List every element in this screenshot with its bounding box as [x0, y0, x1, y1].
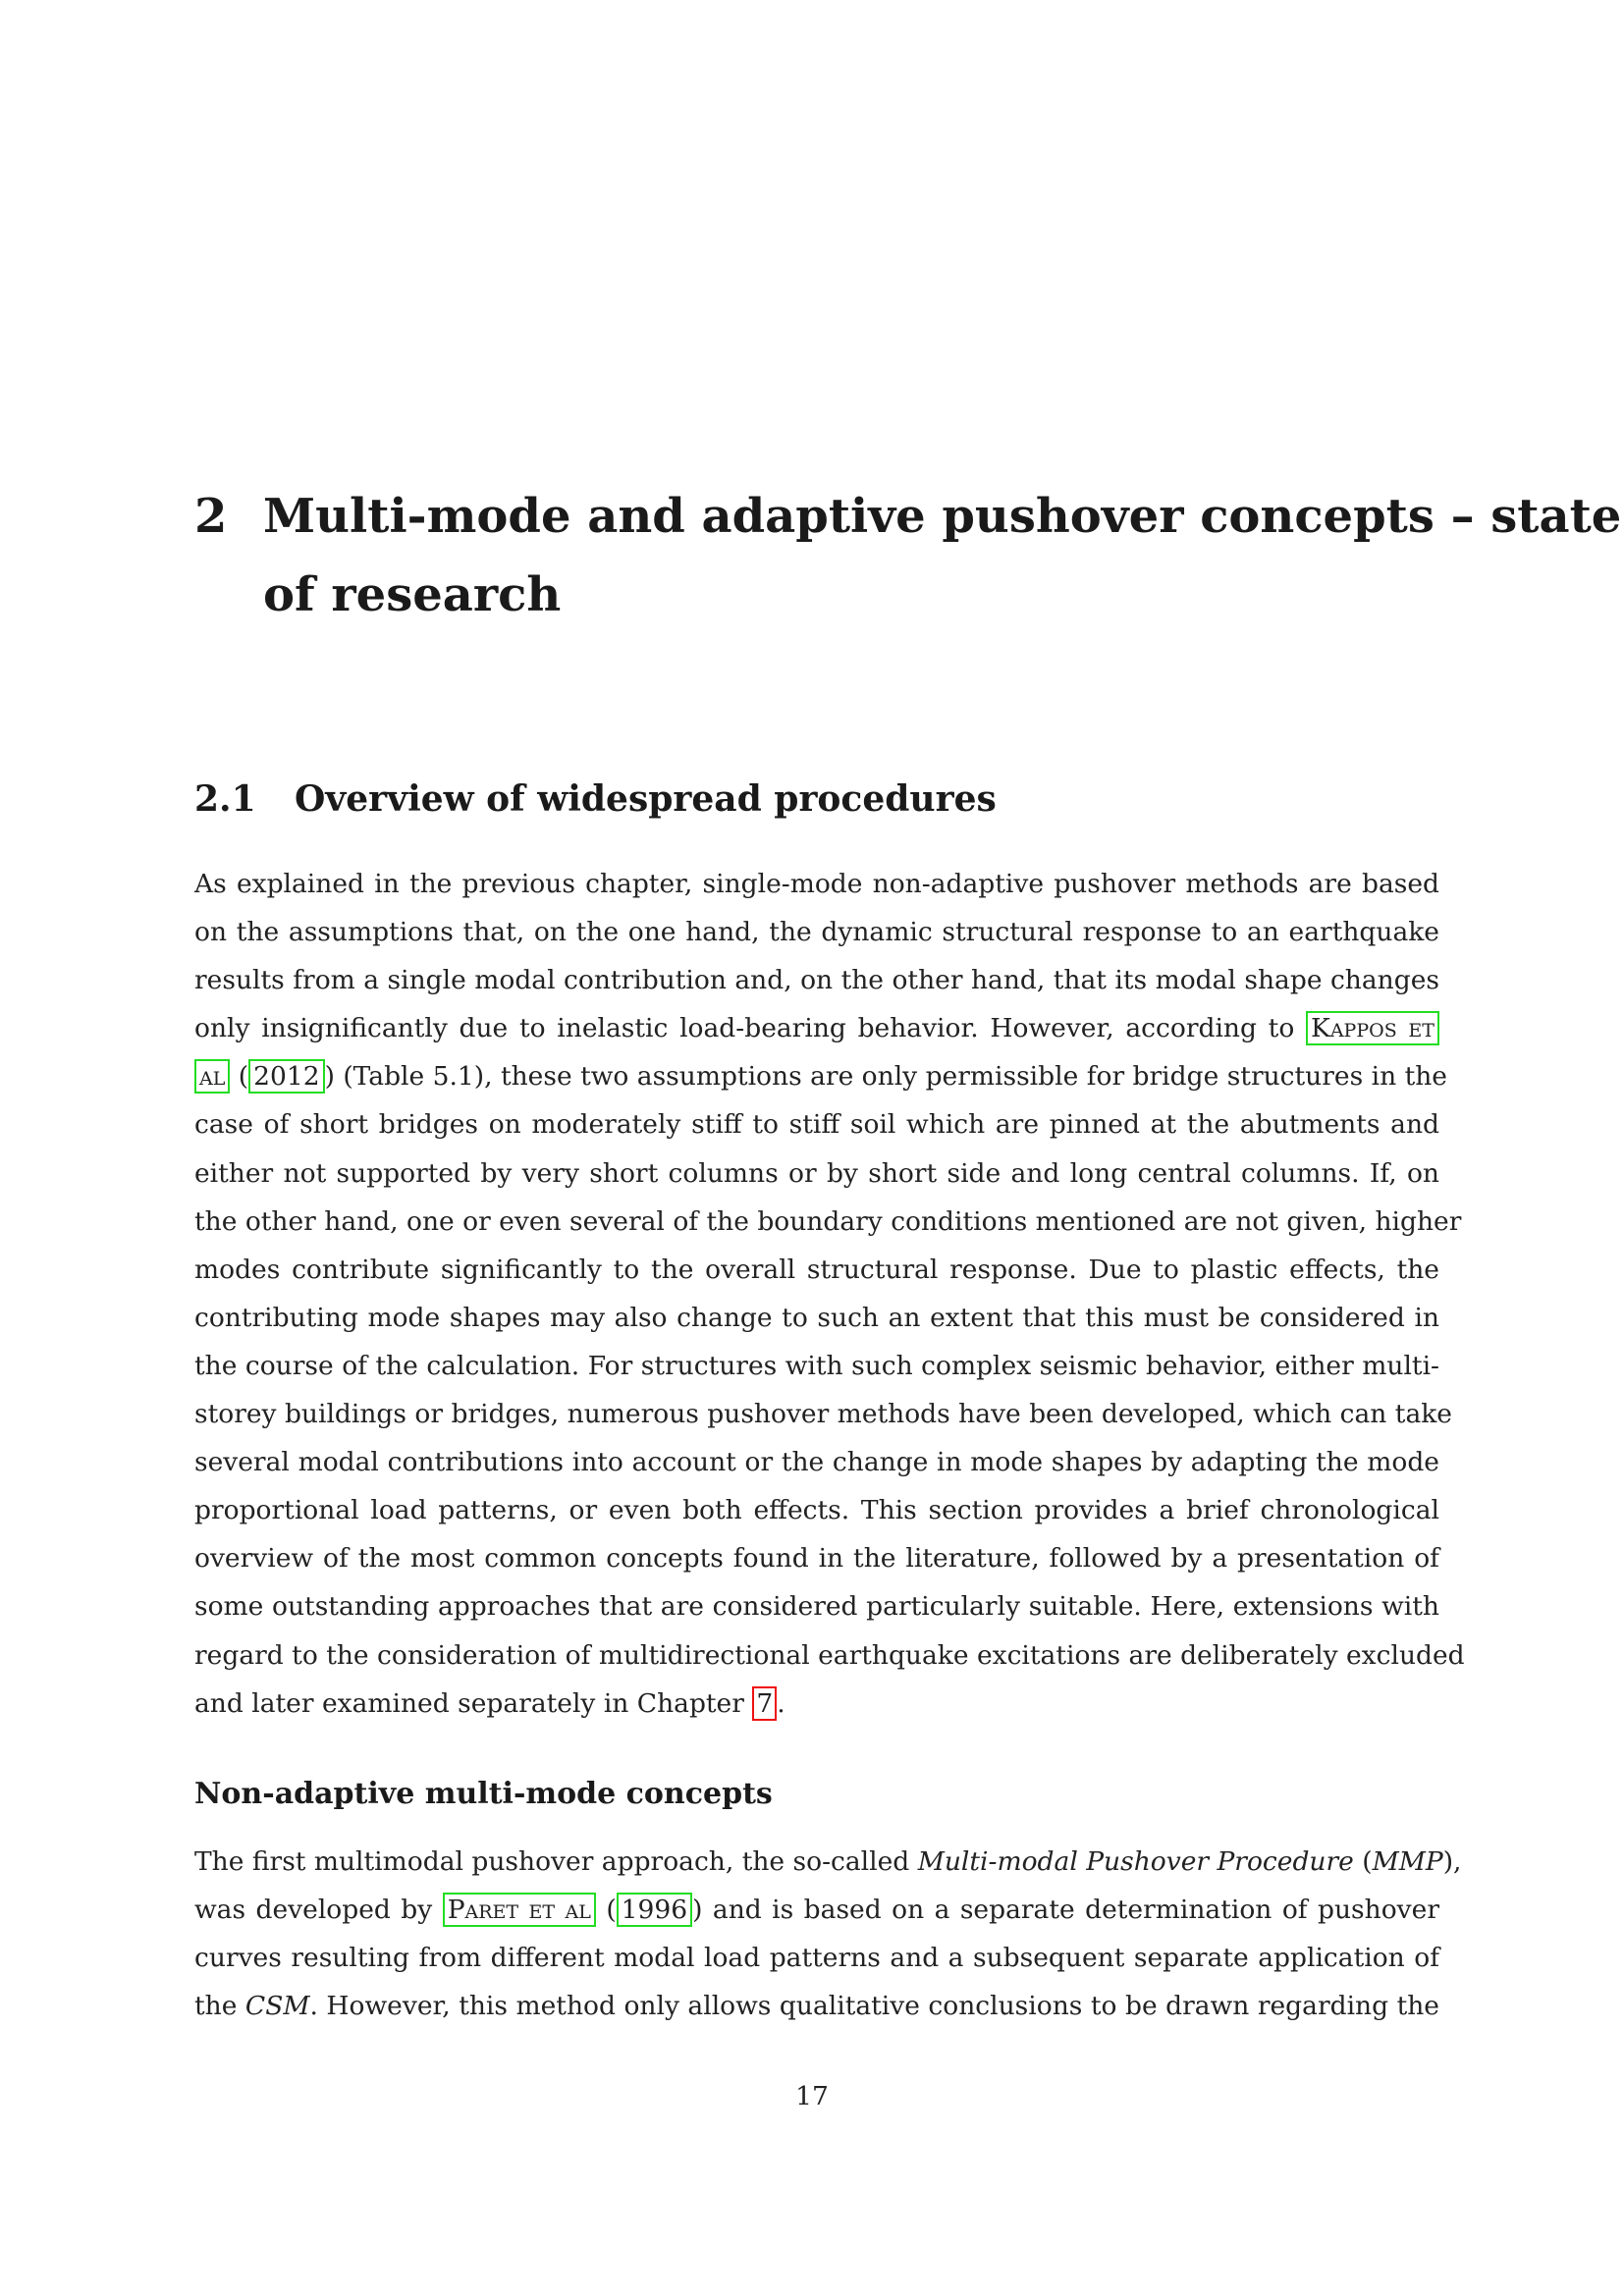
text-line: case of short bridges on moderately stiff to stiff soil which are pinned at the abutments and	[194, 1109, 1439, 1141]
text-line: As explained in the previous chapter, single-mode non-adaptive pushover methods are based	[194, 869, 1439, 899]
text-line: the course of the calculation. For structures with such complex seismic behavior, either multi-	[194, 1350, 1439, 1381]
text-line: storey buildings or bridges, numerous pushover methods have been developed, which can take	[194, 1399, 1452, 1430]
chapter-title-line: Multi-mode and adaptive pushover concepts – state	[263, 489, 1622, 544]
text-line: several modal contributions into account or the change in mode shapes by adapting the mode	[194, 1447, 1439, 1478]
text-line	[194, 1004, 1439, 1052]
text-line	[194, 1680, 1439, 1728]
text-line: contributing mode shapes may also change to such an extent that this must be considered in	[194, 1302, 1439, 1333]
text-line: The first multimodal pushover approach, the so-called Multi-modal Pushover Procedure (MMP),	[194, 1846, 1462, 1877]
text-line: al ( 2012 ) (Table 5.1), these two assumptions are only permissible for bridge structures in the	[194, 1052, 1439, 1100]
text-line: overview of the most common concepts found in the literature, followed by a presentation of	[194, 1543, 1439, 1575]
italic-abbr: CSM	[244, 1991, 310, 2022]
italic-abbr: MMP	[1372, 1846, 1443, 1877]
text-line: was developed by Paret et al ( 1996 ) and is based on a separate determination of pushover	[194, 1895, 1439, 1926]
text-line	[194, 1982, 1439, 2030]
text-segment: (Table 5.1), these two assumptions are only permissible for bridge structures in the	[343, 1061, 1447, 1093]
text-segment: was developed by	[194, 1895, 433, 1926]
text-segment: .	[777, 1687, 785, 1719]
text-line: the other hand, one or even several of the boundary conditions mentioned are not given, higher	[194, 1205, 1462, 1237]
text-line: proportional load patterns, or even both effects. This section provides a brief chronological	[194, 1495, 1439, 1526]
text-segment: and later examined separately in Chapter	[194, 1687, 744, 1719]
section-heading	[194, 775, 997, 823]
paragraph-non-adaptive	[194, 1838, 1462, 2030]
text-line: modes contribute significantly to the overall structural response. Due to plastic effects, the	[194, 1254, 1439, 1285]
paragraph-overview	[194, 860, 1465, 1728]
text-segment: . However, this method only allows qualitative conclusions to be drawn regarding the	[309, 1991, 1439, 2022]
chapter-ref-link[interactable]: 7	[752, 1686, 777, 1721]
text-line: curves resulting from different modal load patterns and a subsequent separate application of	[194, 1943, 1439, 1974]
text-segment: and is based on a separate determination of pushover	[712, 1895, 1439, 1926]
section-number: 2.1	[194, 778, 256, 820]
italic-term: Multi-modal Pushover Procedure	[917, 1846, 1354, 1877]
page-number: 17	[795, 2081, 829, 2111]
citation-kappos-link[interactable]: Kappos et	[1306, 1011, 1439, 1045]
text-segment: the	[194, 1991, 238, 2022]
text-line: some outstanding approaches that are considered particularly suitable. Here, extensions with	[194, 1591, 1439, 1623]
chapter-title-line: of research	[263, 567, 562, 622]
citation-paret-year-link[interactable]: 1996	[617, 1893, 692, 1927]
chapter-number: 2	[194, 489, 228, 544]
text-line: results from a single modal contribution and, on the other hand, that its modal shape changes	[194, 965, 1439, 996]
citation-paret-link[interactable]: Paret et al	[443, 1893, 596, 1927]
citation-kappos-link-cont[interactable]: al	[194, 1059, 230, 1094]
citation-kappos-year-link[interactable]: 2012	[248, 1059, 324, 1094]
text-segment: only insignificantly due to inelastic load-bearing behavior. However, according to	[194, 1013, 1295, 1044]
text-line: on the assumptions that, on the one hand, the dynamic structural response to an earthquake	[194, 917, 1439, 948]
subsection-heading: Non-adaptive multi-mode concepts	[194, 1777, 773, 1811]
text-line: either not supported by very short columns or by short side and long central columns. If, on	[194, 1157, 1439, 1189]
section-title: Overview of widespread procedures	[295, 778, 997, 820]
chapter-title-text	[263, 477, 1622, 634]
text-segment: The first multimodal pushover approach, the so-called	[194, 1846, 910, 1877]
text-line: regard to the consideration of multidirectional earthquake excitations are deliberately excluded	[194, 1639, 1465, 1671]
